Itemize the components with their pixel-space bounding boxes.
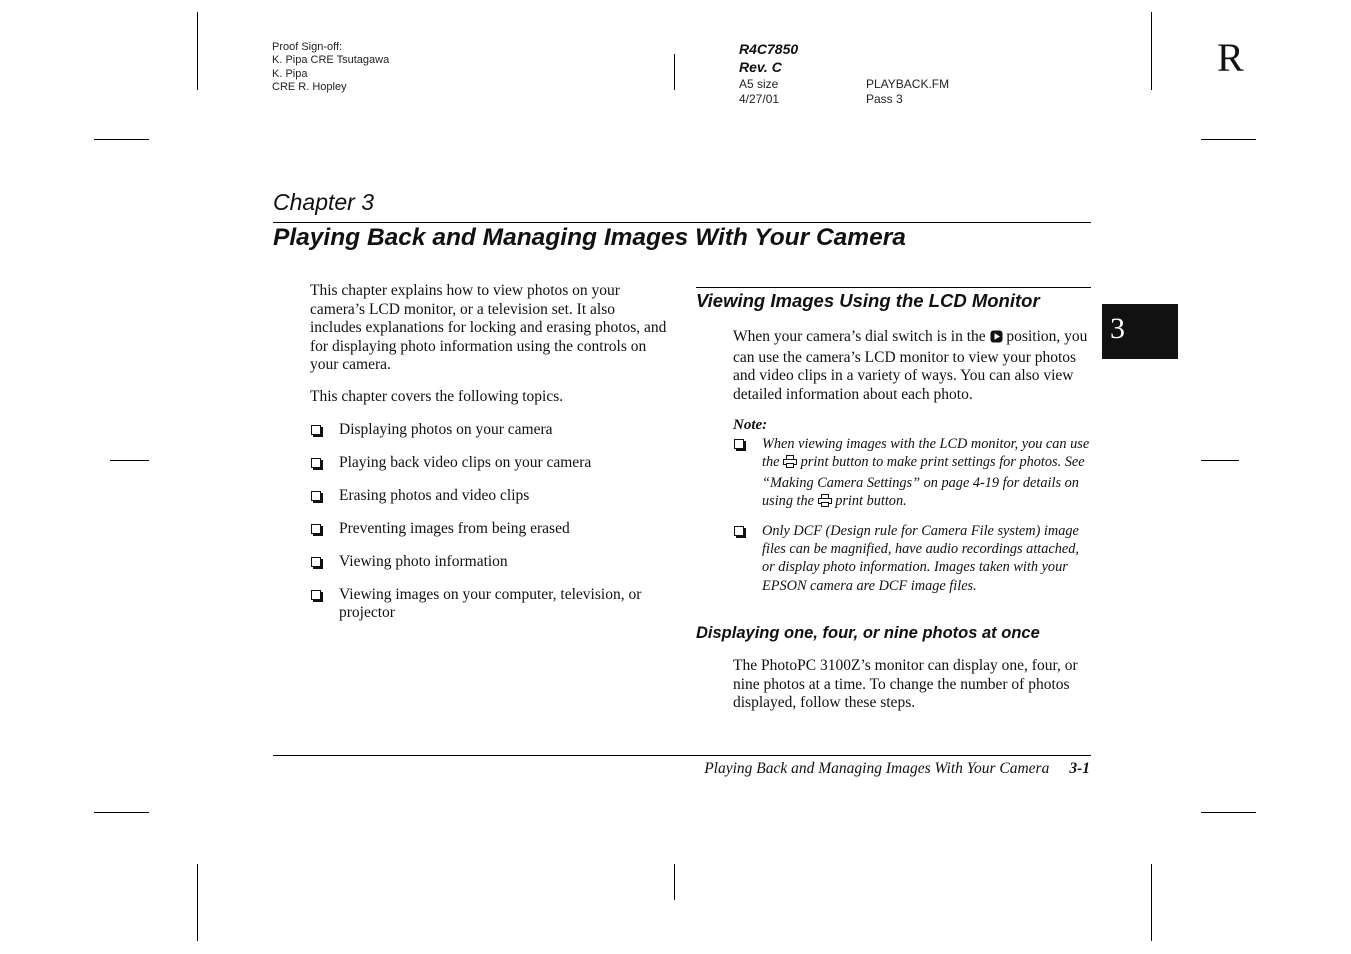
crop-mark (674, 864, 675, 900)
crop-mark (197, 12, 198, 90)
crop-mark (1201, 812, 1256, 813)
page-size: A5 size (739, 77, 779, 91)
checkbox-bullet-icon (311, 425, 321, 435)
checkbox-bullet-icon (311, 590, 321, 600)
footer-title: Playing Back and Managing Images With Your Camera (704, 760, 1050, 777)
subsection-heading: Displaying one, four, or nine photos at once (696, 624, 1040, 642)
document-revision: Rev. C (739, 59, 782, 75)
crop-mark (674, 54, 675, 90)
topic-text: Preventing images from being erased (339, 519, 570, 537)
crop-mark (1151, 864, 1152, 941)
proof-line: CRE R. Hopley (272, 80, 347, 93)
proof-pass: Pass 3 (866, 91, 903, 106)
section-heading: Viewing Images Using the LCD Monitor (696, 290, 1040, 311)
topic-text: Viewing images on your computer, television, or projector (339, 585, 642, 621)
list-item (310, 553, 670, 572)
checkbox-bullet-icon (311, 491, 321, 501)
crop-mark (94, 812, 149, 813)
list-item (310, 421, 670, 440)
topics-intro: This chapter covers the following topics. (310, 387, 564, 405)
note-label: Note: (733, 417, 768, 433)
note-text: When viewing images with the LCD monitor, you can use the (762, 436, 1090, 471)
proof-line: K. Pipa CRE Tsutagawa (272, 54, 390, 67)
left-column (310, 282, 670, 637)
topic-text: Erasing photos and video clips (339, 486, 530, 504)
print-icon (783, 455, 797, 473)
checkbox-bullet-icon (311, 524, 321, 534)
crop-mark (1201, 139, 1256, 140)
section-rule (696, 287, 1091, 288)
page-footer (704, 760, 1090, 778)
chapter-tab (1102, 304, 1178, 359)
subsection-text: The PhotoPC 3100Z’s monitor can display one, four, or nine photos at a time. To change the number of photos displayed, follow these steps. (733, 657, 1078, 711)
playback-icon (990, 330, 1003, 349)
checkbox-bullet-icon (734, 439, 744, 449)
document-info (739, 40, 798, 76)
document-meta-left (739, 77, 779, 106)
file-name: PLAYBACK.FM (866, 77, 950, 91)
list-item (310, 487, 670, 506)
section-paragraph (733, 328, 1091, 404)
list-item (310, 586, 670, 623)
subsection-paragraph (733, 657, 1091, 713)
crop-mark (197, 864, 198, 941)
topics-list (310, 421, 670, 623)
note-text: Only DCF (Design rule for Camera File system) image files can be magnified, have audio recordings attached, or display photo information. Images taken with your EPSON camera are DCF image files. (762, 522, 1079, 594)
paragraph-text: When your camera’s dial switch is in the (733, 328, 986, 345)
document-date: 4/27/01 (739, 91, 780, 106)
topic-text: Viewing photo information (339, 552, 508, 570)
proof-line: Proof Sign-off: (272, 41, 343, 53)
crop-mark (110, 460, 149, 461)
chapter-title: Playing Back and Managing Images With Your Camera (273, 224, 906, 251)
note-item (733, 435, 1093, 513)
proof-line: K. Pipa (272, 67, 308, 80)
corner-letter: R (1217, 35, 1244, 80)
list-item (310, 520, 670, 539)
crop-mark (94, 139, 149, 140)
page-number: 3-1 (1069, 760, 1090, 777)
print-icon (818, 494, 832, 512)
note-list (733, 435, 1093, 604)
document-code: R4C7850 (739, 41, 799, 57)
intro-paragraph: This chapter explains how to view photos on your camera’s LCD monitor, or a television set. It also includes explanations for locking and erasing photos, and for displaying photo information using the controls on your camera. (310, 282, 667, 373)
checkbox-bullet-icon (311, 458, 321, 468)
note-text: print button. (835, 493, 907, 510)
crop-mark (1151, 12, 1152, 90)
paragraph-text: position, you can use the camera’s LCD monitor to view your photos and video clips in a variety of ways. You can also view detailed information about each photo. (733, 328, 1088, 403)
chapter-label: Chapter 3 (273, 189, 375, 215)
crop-mark (1201, 460, 1239, 461)
footer-rule (273, 755, 1091, 756)
topic-text: Playing back video clips on your camera (339, 453, 592, 471)
note-item (733, 522, 1093, 596)
checkbox-bullet-icon (311, 557, 321, 567)
list-item (310, 454, 670, 473)
document-meta-right (866, 77, 949, 106)
proof-signoff (272, 41, 389, 94)
chapter-tab-number: 3 (1110, 312, 1125, 345)
note-text: print button to make print settings for photos. See “Making Camera Settings” on page 4-19 for details on using the (762, 454, 1085, 510)
checkbox-bullet-icon (734, 526, 744, 536)
topic-text: Displaying photos on your camera (339, 420, 553, 438)
